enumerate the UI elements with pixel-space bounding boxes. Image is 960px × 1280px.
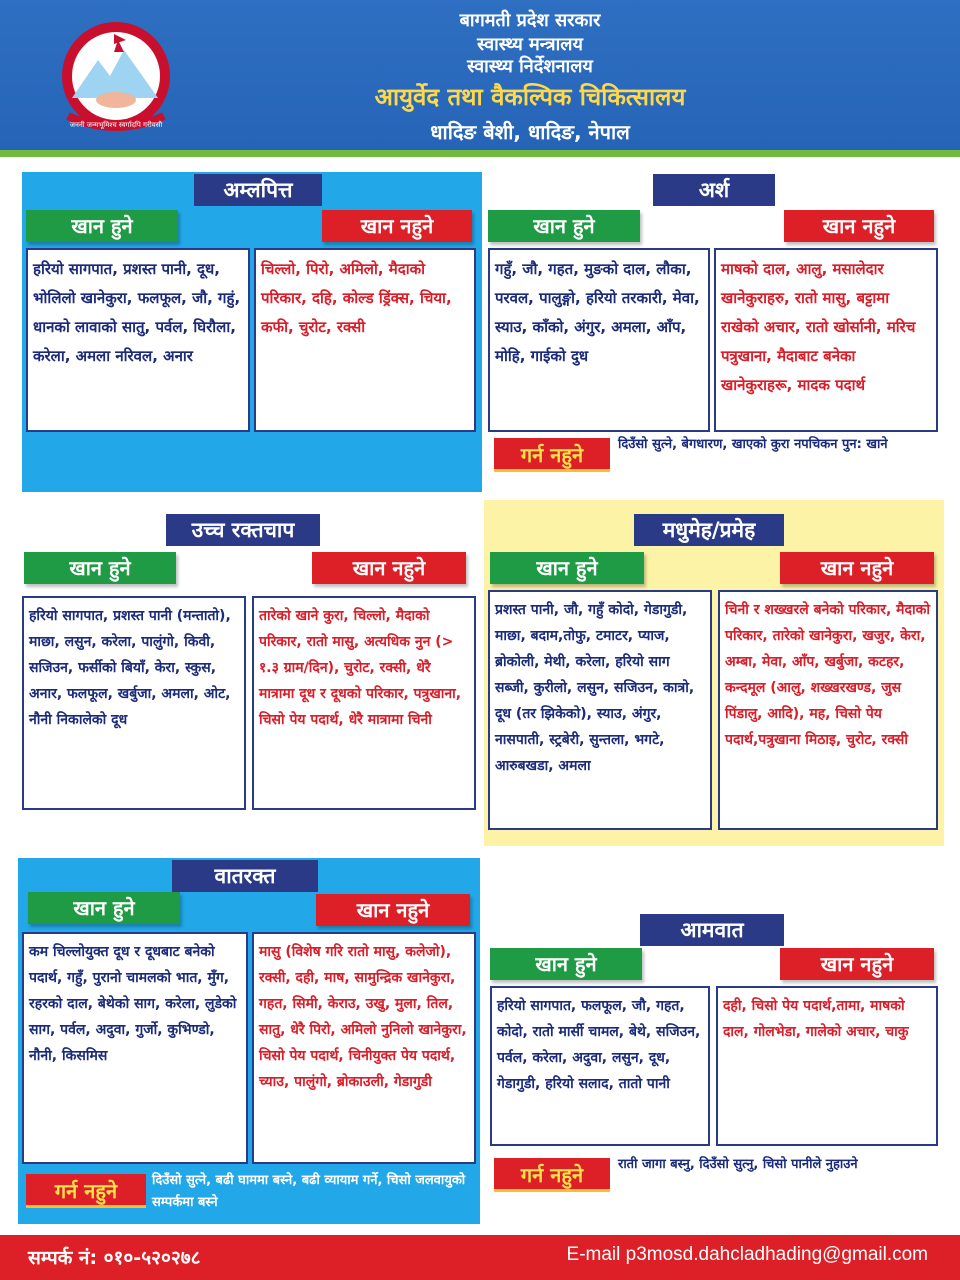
eat-label: खान हुने bbox=[490, 552, 644, 584]
noeat-list: तारेको खाने कुरा, चिल्लो, मैदाको परिकार, रातो मासु, अत्यधिक नुन (> १.३ ग्राम/दिन), चुरोट, रक्सी, धेरै मात्रामा दूध र दूधको परिकार, पत्रुखाना, चिसो पेय पदार्थ, धेरै मात्रामा चिनी bbox=[252, 596, 476, 810]
eat-list: हरियो सागपात, फलफूल, जौ, गहत, कोदो, रातो मार्सी चामल, बेथे, सजिउन, पर्वल, करेला, अदुवा, लसुन, दूध, गेडागुडी, हरियो सलाद, तातो पानी bbox=[490, 986, 710, 1146]
section-title: अम्लपित्त bbox=[194, 174, 322, 206]
section-title: मधुमेह/प्रमेह bbox=[634, 514, 784, 546]
section-title: वातरक्त bbox=[172, 860, 318, 892]
noeat-list: माषको दाल, आलु, मसालेदार खानेकुराहरु, रातो मासु, बट्टामा राखेको अचार, रातो खोर्सानी, मरिच पत्रुखाना, मैदाबाट बनेका खानेकुराहरू, मादक पदार्थ bbox=[714, 248, 938, 432]
section-vatarakta bbox=[18, 858, 480, 1224]
noeat-list: मासु (विशेष गरि रातो मासु, कलेजो), रक्सी, दही, माष, सामुन्द्रिक खानेकुरा, गहत, सिमी, केराउ, उखु, मुला, तिल, सातु, धेरै पिरो, अमिलो नुनिलो खानेकुरा, चिसो पेय पदार्थ, चिनीयुक्त पेय पदार्थ, च्याउ, पालुंगो, ब्रोकाउली, गेडागुडी bbox=[252, 932, 476, 1164]
footer-bar bbox=[0, 1235, 960, 1280]
eat-label: खान हुने bbox=[24, 552, 176, 584]
emblem-caption: जननी जन्मभूमिश्च स्वर्गादपि गरीयसी bbox=[69, 121, 163, 129]
eat-list: हरियो सागपात, प्रशस्त पानी (मन्तातो), माछा, लसुन, करेला, पालुंगो, किवी, सजिउन, फर्सीको बियाँ, केरा, स्कुस, अनार, फलफूल, खर्बुजा, अमला, ओट, नौनी निकालेको दूध bbox=[22, 596, 246, 810]
contact-number: सम्पर्क नं: ०१०-५२०२७८ bbox=[28, 1247, 201, 1269]
eat-label: खान हुने bbox=[28, 892, 180, 924]
noeat-list: चिनी र शख्खरले बनेको परिकार, मैदाको परिकार, तारेको खानेकुरा, खजुर, केरा, अम्बा, मेवा, आँप, खर्बुजा, कटहर, कन्दमूल (आलु, शख्खरखण्ड, जुस पिंडालु, आदि), मह, चिसो पेय पदार्थ,पत्रुखाना मिठाइ, चुरोट, रक्सी bbox=[718, 590, 938, 830]
dont-text: राती जागा बस्नु, दिउँसो सुत्नु, चिसो पानीले नुहाउने bbox=[618, 1157, 858, 1172]
eat-list: हरियो सागपात, प्रशस्त पानी, दूध, भोलिलो खानेकुरा, फलफूल, जौ, गहुं, धानको लावाको सातु, पर्वल, घिरौला, करेला, अमला नरिवल, अनार bbox=[26, 248, 250, 432]
noeat-list: चिल्लो, पिरो, अमिलो, मैदाको परिकार, दहि, कोल्ड ड्रिंक्स, चिया, कफी, चुरोट, रक्सी bbox=[254, 248, 476, 432]
contact-email[interactable]: E-mail p3mosd.dahcladhading@gmail.com bbox=[566, 1244, 928, 1265]
header-banner bbox=[0, 0, 960, 150]
nepal-emblem-icon bbox=[54, 20, 178, 134]
dont-label: गर्न नहुने bbox=[26, 1174, 146, 1208]
header-ministry: स्वास्थ्य मन्त्रालय bbox=[477, 34, 583, 55]
noeat-label: खान नहुने bbox=[312, 552, 466, 584]
noeat-label: खान नहुने bbox=[316, 894, 470, 926]
header-location: धादिङ बेशी, धादिङ, नेपाल bbox=[430, 120, 630, 144]
eat-label: खान हुने bbox=[488, 210, 640, 242]
section-amlapitta bbox=[22, 172, 482, 492]
section-arsha bbox=[486, 172, 944, 492]
section-title: आमवात bbox=[640, 914, 784, 946]
dont-label: गर्न नहुने bbox=[494, 438, 610, 472]
noeat-label: खान नहुने bbox=[780, 948, 934, 980]
section-title: उच्च रक्तचाप bbox=[166, 514, 320, 546]
section-diabetes bbox=[484, 500, 944, 846]
noeat-list: दही, चिसो पेय पदार्थ,तामा, माषको दाल, गोलभेडा, गालेको अचार, चाकु bbox=[716, 986, 938, 1146]
section-high-bp bbox=[20, 512, 480, 816]
dont-text: दिउँसो सुत्ने, बेगधारण, खाएको कुरा नपचिकन पुन: खाने bbox=[618, 437, 888, 452]
section-title: अर्श bbox=[653, 174, 775, 206]
eat-list: प्रशस्त पानी, जौ, गहुँ कोदो, गेडागुडी, माछा, बदाम,तोफु, टमाटर, प्याज, ब्रोकोली, मेथी, करेला, हरियो साग सब्जी, कुरीलो, लसुन, सजिउन, कात्रो, दूध (तर झिकेको), स्याउ, अंगुर, नासपाती, स्ट्रबेरी, सुन्तला, भगटे, आरुबखडा, अमला bbox=[488, 590, 712, 830]
noeat-label: खान नहुने bbox=[784, 210, 934, 242]
dont-text: दिउँसो सुत्ने, बढी घाममा बस्ने, बढी व्यायाम गर्ने, चिसो जलवायुको सम्पर्कमा बस्ने bbox=[152, 1173, 466, 1210]
section-amavata bbox=[486, 912, 944, 1212]
noeat-label: खान नहुने bbox=[780, 552, 934, 584]
header-divider bbox=[0, 150, 960, 157]
dont-label: गर्न नहुने bbox=[494, 1158, 610, 1192]
header-province: बागमती प्रदेश सरकार bbox=[459, 10, 601, 31]
eat-list: कम चिल्लोयुक्त दूध र दूधबाट बनेको पदार्थ, गहुँ, पुरानो चामलको भात, मुँग, रहरको दाल, बेथेको साग, करेला, लुडेको साग, पर्वल, अदुवा, गुर्जो, कुभिण्डो, नौनी, किसमिस bbox=[22, 932, 248, 1164]
header-directorate: स्वास्थ्य निर्देशनालय bbox=[467, 56, 593, 77]
eat-label: खान हुने bbox=[26, 210, 178, 242]
header-hospital-name: आयुर्वेद तथा वैकल्पिक चिकित्सालय bbox=[374, 83, 686, 111]
noeat-label: खान नहुने bbox=[322, 210, 472, 242]
eat-label: खान हुने bbox=[490, 948, 642, 980]
eat-list: गहुँ, जौ, गहत, मुङको दाल, लौका, परवल, पालुङ्गो, हरियो तरकारी, मेवा, स्याउ, काँको, अंगुर, अमला, आँप, मोहि, गाईको दुध bbox=[488, 248, 710, 432]
